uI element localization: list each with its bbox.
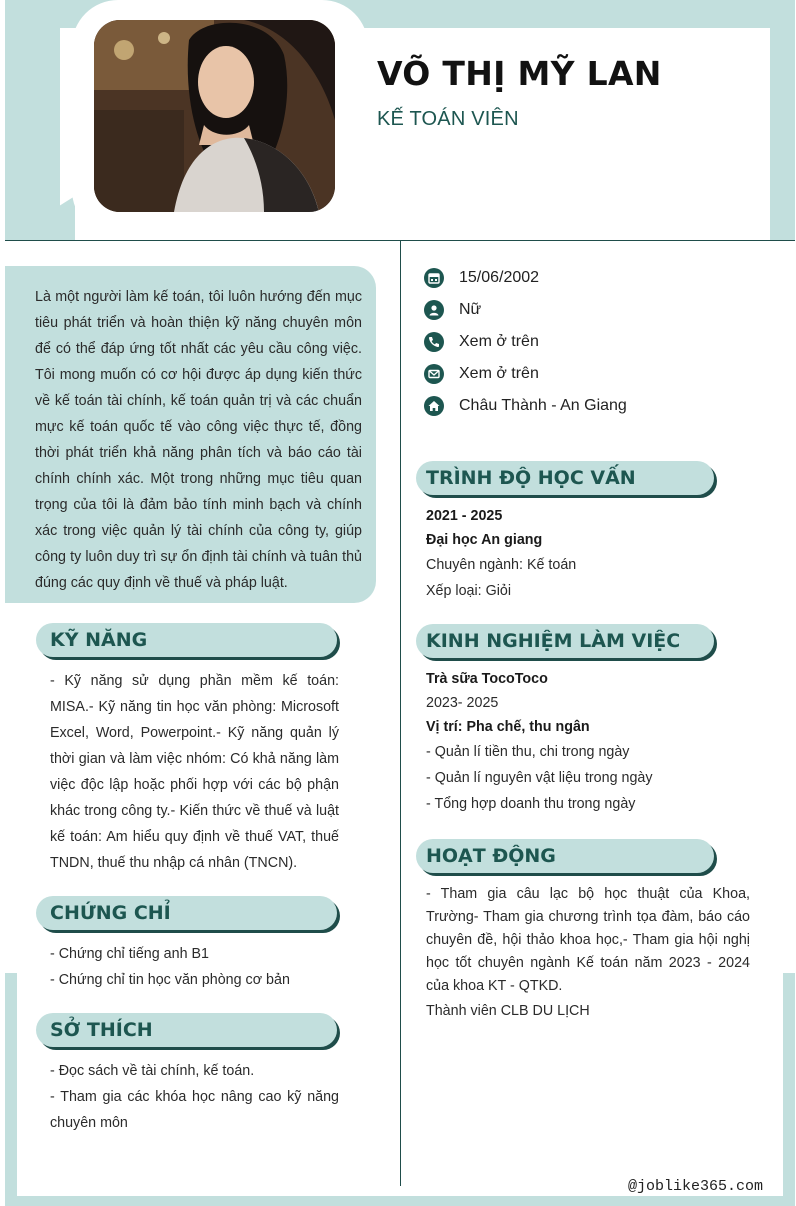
experience-duty: - Quản lí nguyên vật liệu trong ngày bbox=[426, 770, 653, 786]
experience-position: Vị trí: Pha chế, thu ngân bbox=[426, 719, 590, 735]
header-corner bbox=[5, 196, 75, 240]
hobbies-title: SỞ THÍCH bbox=[36, 1013, 337, 1047]
experience-duty: - Tổng hợp doanh thu trong ngày bbox=[426, 796, 636, 812]
contact-email bbox=[424, 358, 627, 390]
education-block bbox=[426, 504, 756, 604]
education-title: TRÌNH ĐỘ HỌC VẤN bbox=[416, 461, 714, 495]
frame-right bbox=[783, 973, 795, 1206]
job-title: KẾ TOÁN VIÊN bbox=[377, 108, 519, 130]
experience-block bbox=[426, 667, 756, 817]
contact-list bbox=[424, 262, 627, 422]
contact-gender bbox=[424, 294, 627, 326]
contact-phone bbox=[424, 326, 627, 358]
education-period: 2021 - 2025 bbox=[426, 508, 503, 524]
gender-text: Nữ bbox=[459, 301, 482, 318]
experience-company: Trà sữa TocoToco bbox=[426, 671, 548, 687]
watermark: @joblike365.com bbox=[627, 1178, 763, 1195]
birthday-text: 15/06/2002 bbox=[459, 269, 540, 286]
certificates-title: CHỨNG CHỈ bbox=[36, 896, 337, 930]
education-school: Đại học An giang bbox=[426, 532, 543, 548]
column-divider bbox=[400, 241, 401, 1186]
contact-address bbox=[424, 390, 627, 422]
candidate-name: VÕ THỊ MỸ LAN bbox=[377, 54, 662, 93]
mail-icon bbox=[424, 364, 444, 384]
frame-bottom bbox=[5, 1196, 795, 1206]
experience-period: 2023- 2025 bbox=[426, 695, 499, 711]
address-text: Châu Thành - An Giang bbox=[459, 397, 627, 414]
objective-text: Là một người làm kế toán, tôi luôn hướng đến mục tiêu phát triển và hoàn thiện kỹ năng chuyên môn để có thể đáp ứng tốt nhất các yêu cầu công việc. Tôi mong muốn có cơ hội được áp dụng kiến thức về kế toán tài chính, kế toán quản trị và các chuẩn mực kế toán quốc tế vào công việc thực tế, đồng thời phát triển khả năng phân tích và báo cáo tài chính chính xác. Một trong những mục tiêu quan trọng của tôi là đảm bảo tính minh bạch và chính xác trong việc quản lý tài chính của công ty, giúp công ty luôn duy trì sự ổn định tài chính và tuân thủ đúng các quy định về thuế và pháp luật. bbox=[35, 289, 362, 591]
hobby-item: - Tham gia các khóa học nâng cao kỹ năng chuyên môn bbox=[50, 1089, 339, 1131]
education-rank: Xếp loại: Giỏi bbox=[426, 583, 512, 599]
profile-photo-illustration bbox=[94, 20, 335, 212]
hobbies-list bbox=[50, 1058, 339, 1136]
phone-text: Xem ở trên bbox=[459, 333, 539, 350]
frame-left bbox=[5, 973, 17, 1206]
hobby-item: - Đọc sách về tài chính, kế toán. bbox=[50, 1063, 255, 1079]
certificate-item: - Chứng chỉ tin học văn phòng cơ bản bbox=[50, 972, 290, 988]
experience-duty: - Quản lí tiền thu, chi trong ngày bbox=[426, 744, 630, 760]
activities-title: HOẠT ĐỘNG bbox=[416, 839, 714, 873]
phone-icon bbox=[424, 332, 444, 352]
activities-extra: Thành viên CLB DU LỊCH bbox=[426, 1003, 590, 1019]
activities-block bbox=[426, 883, 750, 1023]
contact-birthday bbox=[424, 262, 627, 294]
skills-text: - Kỹ năng sử dụng phần mềm kế toán: MISA.- Kỹ năng tin học văn phòng: Microsoft Excel, Word, Powerpoint.- Kỹ năng quản lý thời gian và làm việc nhóm: Có khả năng làm việc độc lập hoặc phối hợp với các bộ phận khác trong công ty.- Kiến thức về thuế và luật kế toán: Am hiểu quy định về thuế VAT, thuế TNDN, thuế thu nhập cá nhân (TNCN). bbox=[50, 673, 339, 871]
education-major: Chuyên ngành: Kế toán bbox=[426, 557, 577, 573]
user-icon bbox=[424, 300, 444, 320]
skills-title: KỸ NĂNG bbox=[36, 623, 337, 657]
certificates-list bbox=[50, 941, 339, 993]
activities-text: - Tham gia câu lạc bộ học thuật của Khoa, Trường- Tham gia chương trình tọa đàm, báo cáo chuyên đề, hội thảo khoa học,- Tham gia hội nghị học tốt chuyên ngành Kế toán năm 2023 - 2024 của khoa KT - QTKD. bbox=[426, 886, 750, 994]
career-objective bbox=[5, 266, 376, 603]
home-icon bbox=[424, 396, 444, 416]
certificate-item: - Chứng chỉ tiếng anh B1 bbox=[50, 946, 209, 962]
email-text: Xem ở trên bbox=[459, 365, 539, 382]
profile-photo bbox=[94, 20, 335, 212]
experience-title: KINH NGHIỆM LÀM VIỆC bbox=[416, 624, 714, 658]
calendar-icon bbox=[424, 268, 444, 288]
